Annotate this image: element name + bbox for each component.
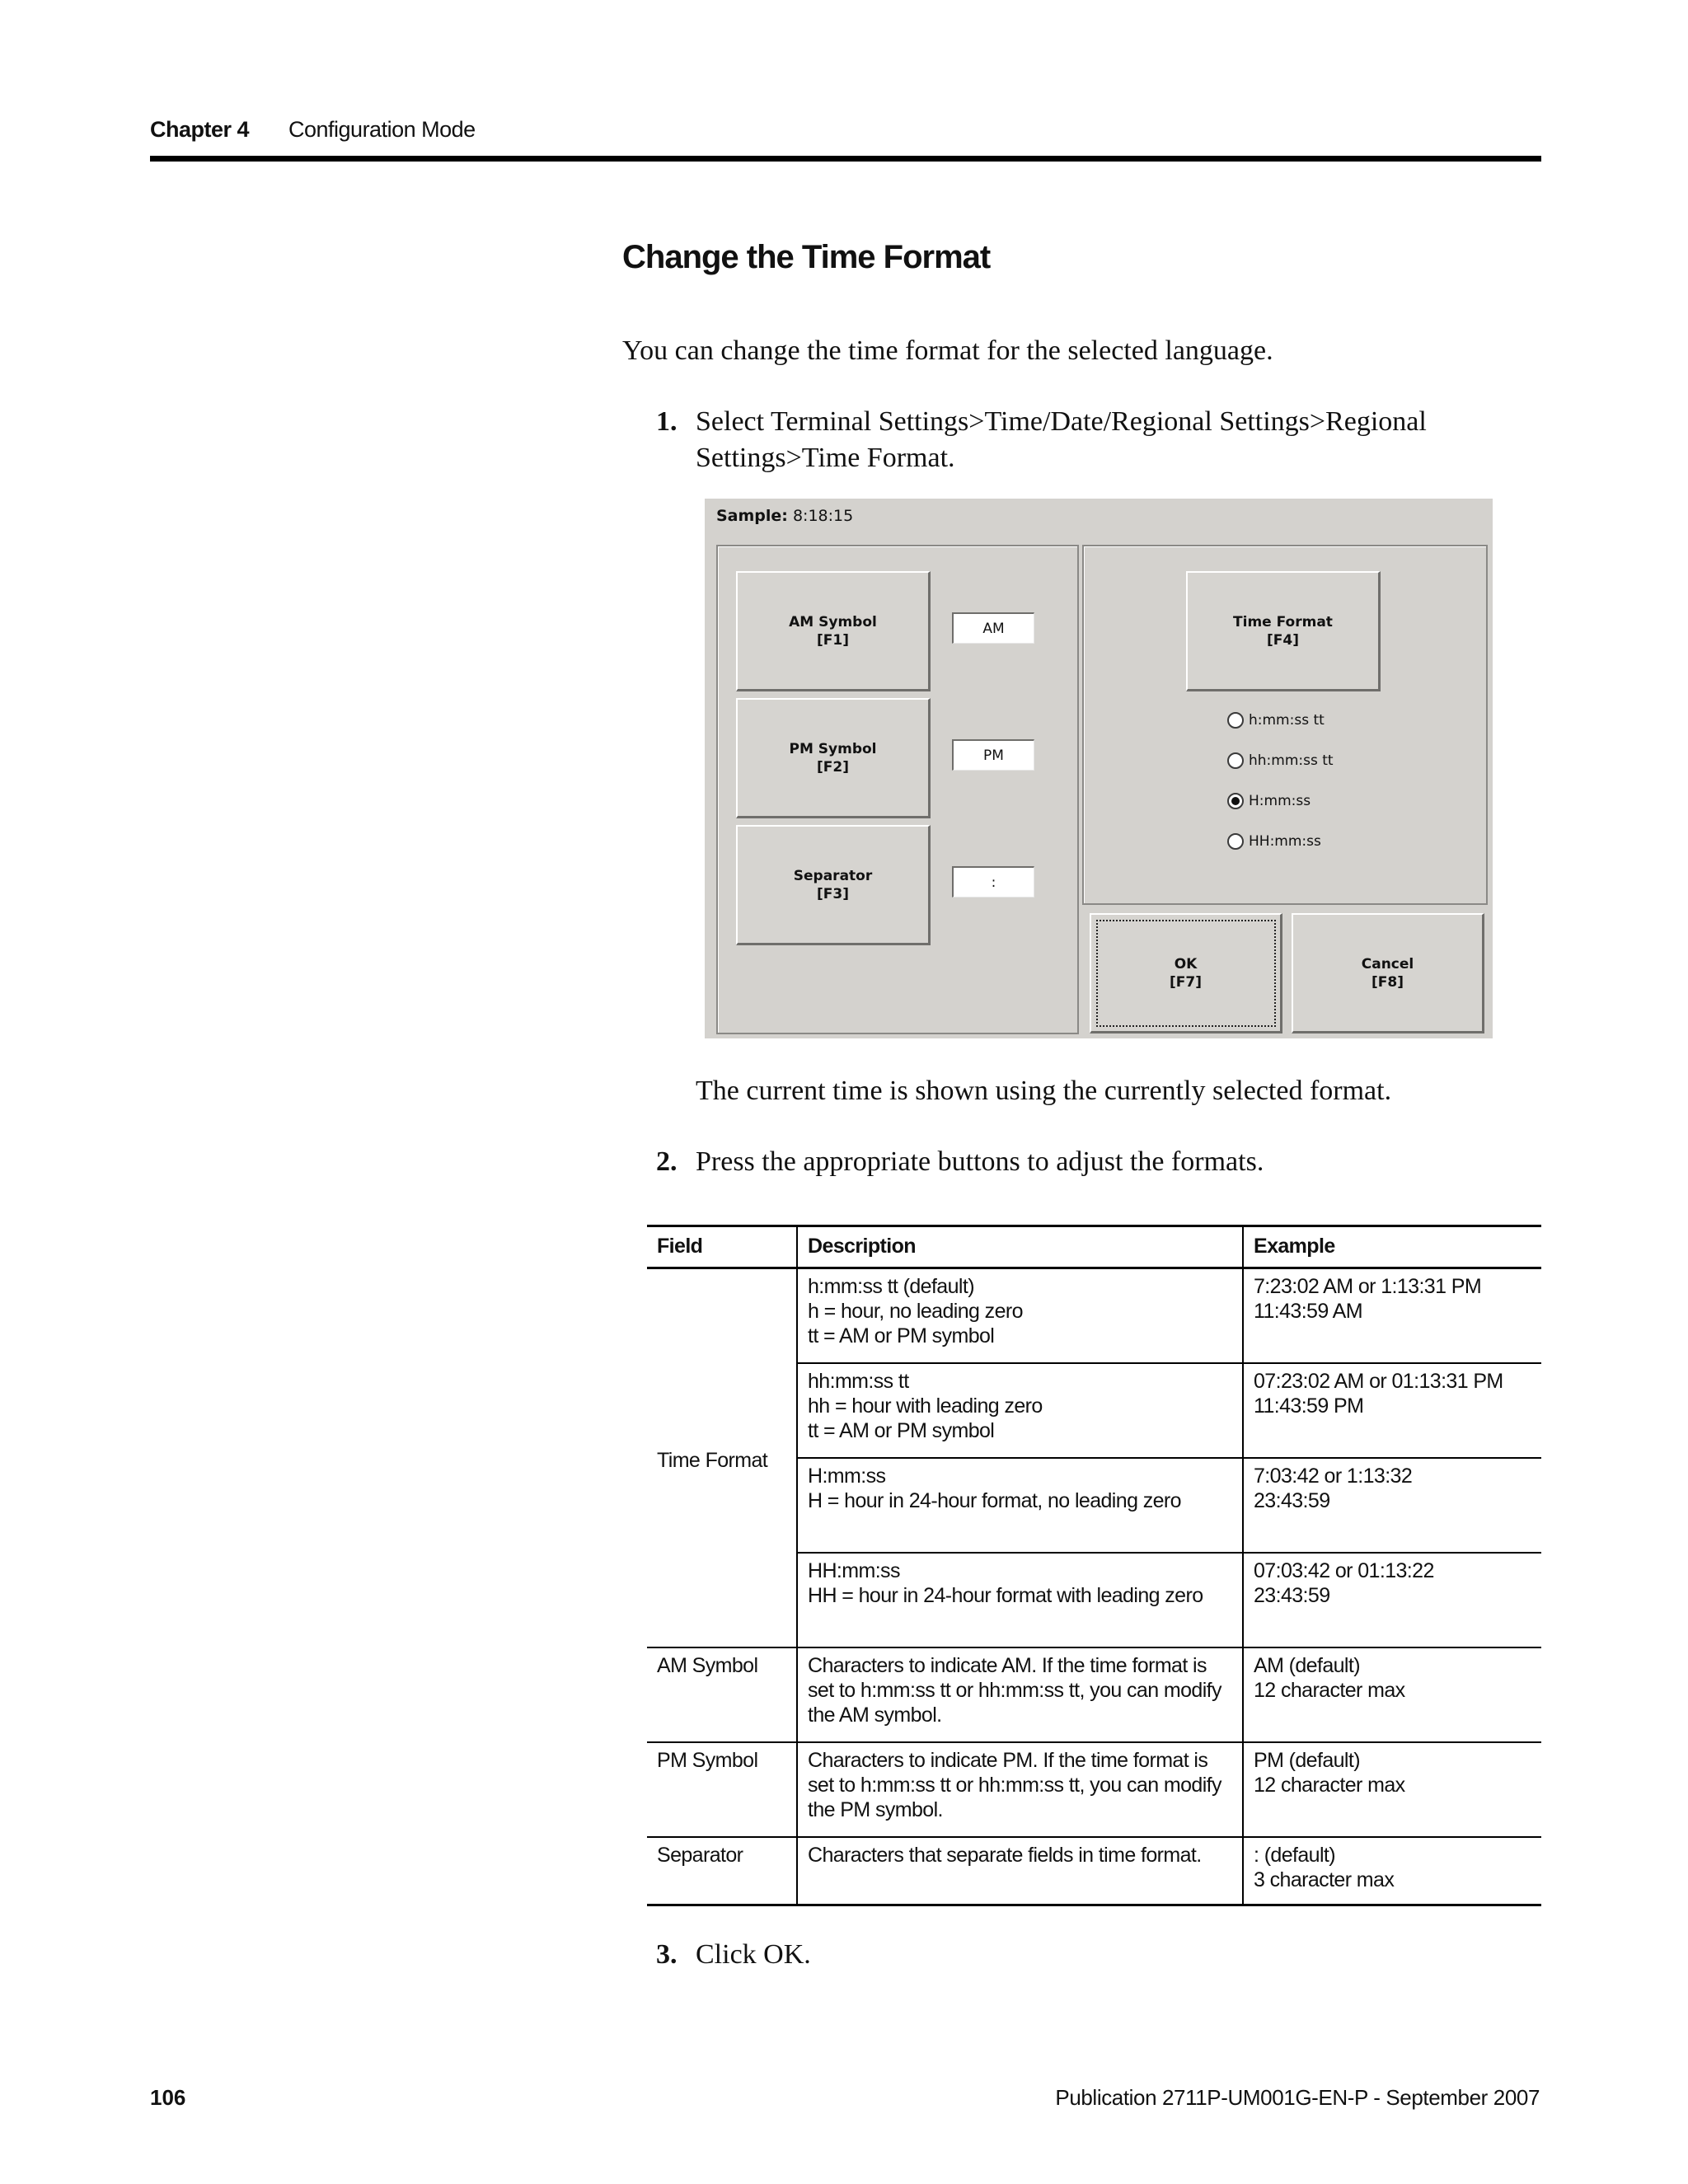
description-line: Characters that separate fields in time format. bbox=[808, 1844, 1202, 1867]
time-format-button[interactable] bbox=[1186, 571, 1381, 691]
step-text: Select Terminal Settings>Time/Date/Regional Settings>Regional Settings>Time Format. bbox=[696, 406, 1427, 473]
cancel-button-key: [F8] bbox=[1372, 973, 1404, 991]
example-cell bbox=[1243, 1553, 1541, 1647]
time-format-button-key: [F4] bbox=[1267, 631, 1299, 649]
description-line: the PM symbol. bbox=[808, 1798, 943, 1821]
am-symbol-button-label: AM Symbol bbox=[789, 613, 877, 630]
step-number: 3. bbox=[656, 1939, 678, 1970]
header-rule bbox=[150, 156, 1541, 162]
pm-symbol-button-key: [F2] bbox=[817, 758, 849, 776]
description-cell bbox=[797, 1268, 1243, 1364]
example-line: 11:43:59 AM bbox=[1254, 1300, 1362, 1323]
description-cell bbox=[797, 1363, 1243, 1458]
sample-readout bbox=[716, 507, 853, 525]
step-text: Click OK. bbox=[696, 1939, 811, 1970]
description-cell bbox=[797, 1553, 1243, 1647]
time-format-fields-table bbox=[647, 1225, 1541, 1906]
example-line: : (default) bbox=[1254, 1844, 1336, 1867]
step-number: 2. bbox=[656, 1146, 678, 1177]
description-line: tt = AM or PM symbol bbox=[808, 1419, 995, 1442]
field-cell: PM Symbol bbox=[647, 1742, 797, 1837]
time-format-pane bbox=[1082, 545, 1488, 905]
example-cell bbox=[1243, 1647, 1541, 1742]
separator-field[interactable]: : bbox=[952, 866, 1034, 898]
radio-label: HH:mm:ss bbox=[1249, 833, 1321, 850]
example-line: 12 character max bbox=[1254, 1774, 1405, 1797]
description-line: HH:mm:ss bbox=[808, 1559, 900, 1582]
example-line: PM (default) bbox=[1254, 1749, 1360, 1772]
radio-label: hh:mm:ss tt bbox=[1249, 752, 1334, 769]
example-line: 7:03:42 or 1:13:32 bbox=[1254, 1465, 1413, 1488]
note-paragraph: The current time is shown using the currently selected format. bbox=[696, 1076, 1392, 1106]
radio-button-icon bbox=[1227, 752, 1244, 769]
field-cell-time-format: Time Format bbox=[647, 1268, 797, 1648]
example-line: 23:43:59 bbox=[1254, 1584, 1330, 1607]
separator-button-key: [F3] bbox=[817, 885, 849, 902]
sample-value: 8:18:15 bbox=[792, 507, 854, 525]
example-cell bbox=[1243, 1742, 1541, 1837]
field-cell: AM Symbol bbox=[647, 1647, 797, 1742]
description-line: the AM symbol. bbox=[808, 1704, 942, 1727]
example-line: 7:23:02 AM or 1:13:31 PM bbox=[1254, 1275, 1482, 1298]
step-number: 1. bbox=[656, 406, 678, 437]
description-line: H = hour in 24-hour format, no leading zero bbox=[808, 1489, 1181, 1512]
description-line: tt = AM or PM symbol bbox=[808, 1324, 995, 1347]
publication-info: Publication 2711P-UM001G-EN-P - September 2007 bbox=[1055, 2085, 1540, 2110]
example-line: 23:43:59 bbox=[1254, 1489, 1330, 1512]
table-row bbox=[647, 1742, 1541, 1837]
example-cell bbox=[1243, 1268, 1541, 1364]
radio-button-icon bbox=[1227, 833, 1244, 850]
example-cell bbox=[1243, 1458, 1541, 1553]
table-row bbox=[647, 1837, 1541, 1905]
sample-label: Sample: bbox=[716, 507, 788, 525]
time-format-dialog-screenshot bbox=[705, 499, 1493, 1038]
separator-button-label: Separator bbox=[793, 867, 873, 884]
description-line: hh:mm:ss tt bbox=[808, 1370, 909, 1393]
description-cell bbox=[797, 1837, 1243, 1905]
am-symbol-button[interactable] bbox=[736, 571, 931, 691]
example-line: 07:23:02 AM or 01:13:31 PM bbox=[1254, 1370, 1503, 1393]
table-header-row bbox=[647, 1226, 1541, 1268]
field-cell: Separator bbox=[647, 1837, 797, 1905]
symbols-pane bbox=[716, 545, 1079, 1034]
column-header-description: Description bbox=[797, 1226, 1243, 1268]
section-label: Configuration Mode bbox=[288, 117, 476, 142]
radio-hh-mm-ss-tt[interactable] bbox=[1227, 748, 1334, 773]
example-line: AM (default) bbox=[1254, 1654, 1360, 1677]
example-line: 07:03:42 or 01:13:22 bbox=[1254, 1559, 1434, 1582]
column-header-field: Field bbox=[647, 1226, 797, 1268]
ok-button-label: OK bbox=[1174, 955, 1198, 972]
description-line: H:mm:ss bbox=[808, 1465, 886, 1488]
radio-button-selected-icon bbox=[1227, 793, 1244, 809]
cancel-button[interactable] bbox=[1292, 913, 1484, 1033]
description-cell bbox=[797, 1742, 1243, 1837]
example-cell bbox=[1243, 1837, 1541, 1905]
radio-label: h:mm:ss tt bbox=[1249, 712, 1325, 729]
intro-paragraph: You can change the time format for the selected language. bbox=[622, 335, 1273, 366]
pm-symbol-field[interactable]: PM bbox=[952, 739, 1034, 771]
description-line: hh = hour with leading zero bbox=[808, 1394, 1043, 1418]
example-cell bbox=[1243, 1363, 1541, 1458]
example-line: 3 character max bbox=[1254, 1868, 1395, 1891]
radio-H-mm-ss[interactable] bbox=[1227, 789, 1311, 813]
description-line: h:mm:ss tt (default) bbox=[808, 1275, 974, 1298]
separator-button[interactable] bbox=[736, 825, 931, 945]
am-symbol-button-key: [F1] bbox=[817, 631, 849, 649]
radio-HH-mm-ss[interactable] bbox=[1227, 829, 1321, 854]
description-line: set to h:mm:ss tt or hh:mm:ss tt, you can modify bbox=[808, 1679, 1221, 1702]
step-text: Press the appropriate buttons to adjust the formats. bbox=[696, 1146, 1264, 1177]
description-line: HH = hour in 24-hour format with leading zero bbox=[808, 1584, 1203, 1607]
ok-button-key: [F7] bbox=[1170, 973, 1202, 991]
page-number: 106 bbox=[150, 2085, 186, 2110]
time-format-button-label: Time Format bbox=[1233, 613, 1333, 630]
description-line: Characters to indicate AM. If the time format is bbox=[808, 1654, 1207, 1677]
cancel-button-label: Cancel bbox=[1361, 955, 1414, 972]
table-row bbox=[647, 1647, 1541, 1742]
description-line: Characters to indicate PM. If the time format is bbox=[808, 1749, 1208, 1772]
am-symbol-field[interactable]: AM bbox=[952, 612, 1034, 644]
example-line: 12 character max bbox=[1254, 1679, 1405, 1702]
example-line: 11:43:59 PM bbox=[1254, 1394, 1364, 1418]
radio-h-mm-ss-tt[interactable] bbox=[1227, 708, 1325, 733]
pm-symbol-button[interactable] bbox=[736, 698, 931, 818]
description-cell bbox=[797, 1458, 1243, 1553]
column-header-example: Example bbox=[1243, 1226, 1541, 1268]
pm-symbol-button-label: PM Symbol bbox=[789, 740, 877, 757]
description-cell bbox=[797, 1647, 1243, 1742]
description-line: set to h:mm:ss tt or hh:mm:ss tt, you can modify bbox=[808, 1774, 1221, 1797]
table-row bbox=[647, 1268, 1541, 1364]
chapter-label: Chapter 4 bbox=[150, 117, 250, 142]
ok-button[interactable] bbox=[1090, 913, 1282, 1033]
radio-label: H:mm:ss bbox=[1249, 793, 1311, 809]
radio-button-icon bbox=[1227, 712, 1244, 729]
page-heading: Change the Time Format bbox=[622, 239, 991, 275]
description-line: h = hour, no leading zero bbox=[808, 1300, 1023, 1323]
